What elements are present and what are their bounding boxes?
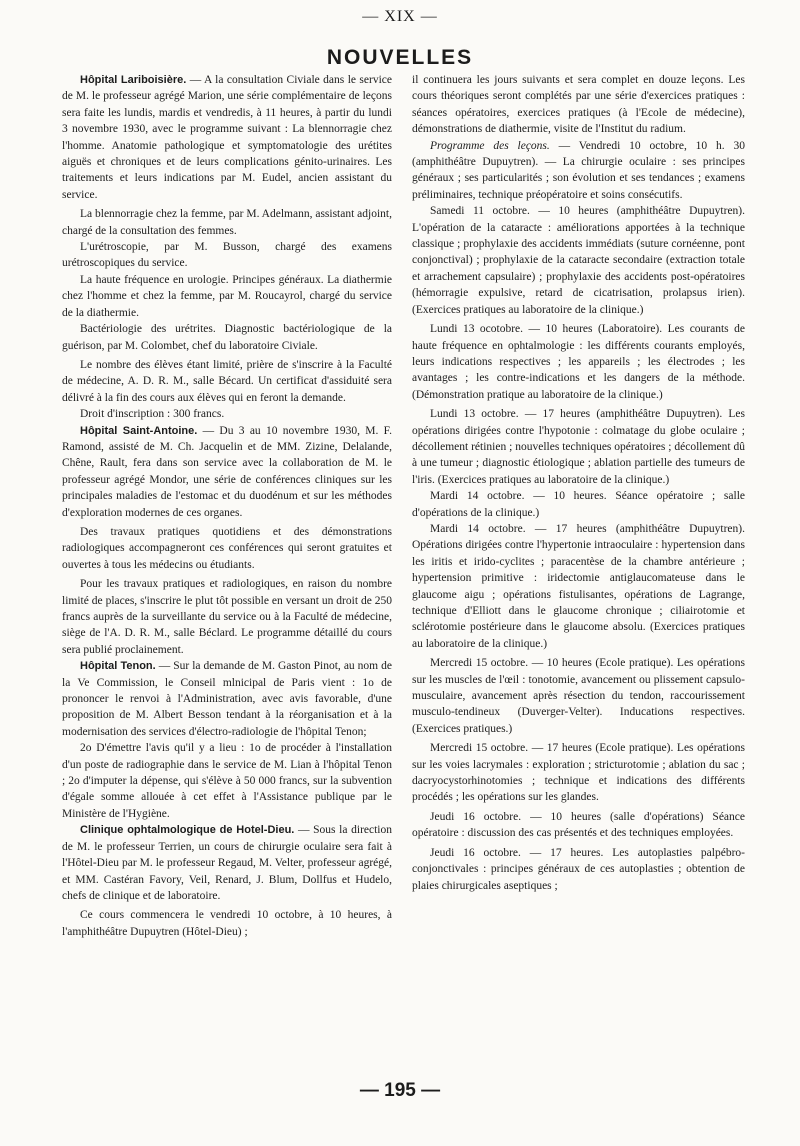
paragraph: il continuera les jours suivants et sera complet en douze leçons. Les cours théoriques seront complétés par une série d'exercices pratiques : séances opératoires, exercices pratiques (à l'Ecole de médecine), démonstrations de diathermie, visite de l'Institut du radium. [412, 74, 745, 136]
page-roman-numeral: — XIX — [362, 8, 438, 25]
section-heading: Clinique ophtalmologique de Hotel-Dieu. [80, 824, 295, 837]
paragraph: Hôpital Saint-Antoine. — Du 3 au 10 novembre 1930, M. F. Ramond, assisté de M. Ch. Jacquelin et de MM. Zizine, Delalande, Chêne, Rault, fera dans son service avec la collaboration de M. le professeur agrégé Mondor, une série de conférences cliniques sur les principales maladies de l'estomac et du duodénum et sur les méthodes d'exploration modernes de ces organes. [62, 424, 392, 519]
paragraph: Hôpital Tenon. — Sur la demande de M. Gaston Pinot, au nom de la Ve Commission, le Conseil mlnicipal de Paris vient : 1o de prononcer le renvoi à l'Administration, avec avis favorable, d'une proposition de M. Albert Besson tendant à la réorganisation et à la modernisation des services d'électro-radiologie de l'hôpital Tenon; [62, 660, 392, 738]
paragraph: L'urétroscopie, par M. Busson, chargé des examens urétroscopiques du service. [62, 241, 392, 270]
right-column [412, 72, 745, 1072]
left-column [62, 72, 392, 1072]
paragraph: Lundi 13 ocotobre. — 10 heures (Laboratoire). Les courants de haute fréquence en ophtalmologie : les différents courants employés, leurs indications respectives ; les appareils ; les électrodes ; les avantages ; les contre-indications et les dangers de la méthode. (Démonstration pratique au laboratoire de la clinique.) [412, 323, 745, 401]
section-heading: Hôpital Saint-Antoine. [80, 424, 198, 437]
paragraph: 2o D'émettre l'avis qu'il y a lieu : 1o de procéder à l'installation d'un poste de radiographie dans le service de M. Lian à l'hôpital Tenon ; 2o d'imputer la dépense, qui s'élève à 50 000 francs, sur la subvention d'égale somme allouée à cet effet à l'Assistance publique par le Ministère de l'Hygiène. [62, 742, 392, 820]
paragraph: Pour les travaux pratiques et radiologiques, en raison du nombre limité de places, s'inscrire le plut tôt possible en versant un droit de 250 francs auprès de la surveillante du service ou à la Faculté de médecine, siège de l'A. D. R. M., salle Béclard. Le programme détaillé du cours sera publié proclainement. [62, 578, 392, 656]
paragraph: Jeudi 16 octobre. — 17 heures. Les autoplasties palpébro-conjonctivales : principes généraux de ces autoplasties ; obtention de plaies chirurgicales aseptiques ; [412, 846, 745, 892]
paragraph: Samedi 11 octobre. — 10 heures (amphithéâtre Dupuytren). L'opération de la cataracte : améliorations apportées à la technique classique ; prophylaxie des accidents immédiats (suture cornéenne, pont conjonctival) ; prophylaxie de la cataracte secondaire (extraction totale et arrachement capsulaire) ; prophylaxie des accidents post-opératoires (hémorragie expulsive, retard de cicatrisation, prolapsus irien). (Exercices pratiques au laboratoire de la clinique.) [412, 205, 745, 316]
paragraph: Ce cours commencera le vendredi 10 octobre, à 10 heures, à l'amphithéâtre Dupuytren (Hôtel-Dieu) ; [62, 909, 392, 938]
paragraph: Programme des leçons. — Vendredi 10 octobre, 10 h. 30 (amphithéâtre Dupuytren). — La chirurgie oculaire : ses principes généraux ; ses particularités ; son évolution et ses tendances ; examens préliminaires, technique préopératoire et soins consécutifs. [412, 139, 745, 201]
paragraph: Le nombre des élèves étant limité, prière de s'inscrire à la Faculté de médecine, A. D. R. M., salle Bécard. Un certificat d'assiduité sera délivré à la fin des cours aux élèves qui en feront la demande. [62, 358, 392, 404]
paragraph: Hôpital Lariboisière. — A la consultation Civiale dans le service de M. le professeur agrégé Marion, une série complémentaire de leçons sera faite les lundis, mardis et vendredis, à 11 heures, à partir du lundi 3 novembre 1930, avec le programme suivant : La blennorragie chez l'homme. Anatomie pathologique et symptomatologie des urétites aiguës et chroniques et de leurs complications génito-urinaires. Les traitements et leurs indications par M. Eudel, ancien assistant du service. [62, 74, 392, 201]
paragraph: La blennorragie chez la femme, par M. Adelmann, assistant adjoint, chargé de la consultation des femmes. [62, 208, 392, 237]
paragraph: Mercredi 15 octobre. — 10 heures (Ecole pratique). Les opérations sur les muscles de l'œil : tonotomie, avancement ou plissement capsulo-musculaire, avancement après résection du tendon, raccourissement musculo-tendineux (Duverger-Velter). Inducations respectives. (Exercices pratiques.) [412, 657, 745, 735]
paragraph: Mardi 14 octobre. — 10 heures. Séance opératoire ; salle d'opérations de la clinique.) [412, 490, 745, 519]
paragraph: Droit d'inscription : 300 francs. [80, 408, 225, 421]
section-heading: Hôpital Lariboisière. [80, 74, 187, 86]
paragraph: Bactériologie des urétrites. Diagnostic bactériologique de la guérison, par M. Colombet, chef du laboratoire Civiale. [62, 323, 392, 352]
paragraph: Mercredi 15 octobre. — 17 heures (Ecole pratique). Les opérations sur les voies lacrymales : exploration ; stricturotomie ; ablation du sac ; dacryocystorhinotomies ; technique et indications des différents procédés ; les opérations sur les glandes. [412, 742, 745, 804]
program-heading: Programme des leçons. [430, 139, 550, 152]
paragraph: Lundi 13 octobre. — 17 heures (amphithéâtre Dupuytren). Les opérations dirigées contre l'hypotonie : colmatage du globe oculaire ; décollement rétinien ; nouvelles techniques opératoires ; décollement dû à une tumeur ; diagnostic étiologique ; ablation partielle des tumeurs de l'iris. (Exercices pratiques au laboratoire de la clinique.) [412, 408, 745, 486]
page-number: — 195 — [359, 1080, 441, 1101]
paragraph: Des travaux pratiques quotidiens et des démonstrations radiologiques accompagneront ces conférences qui seront gratuites et ouvertes à tous les médecins ou étudiants. [62, 525, 392, 571]
page-title: NOUVELLES [326, 46, 474, 69]
paragraph: Clinique ophtalmologique de Hotel-Dieu. — Sous la direction de M. le professeur Terrien, un cours de chirurgie oculaire sera fait à l'Hôtel-Dieu par M. le professeur Regaud, M. Velter, professeur agrégé, et MM. Castéran Favory, Veil, Renard, J. Blum, Dollfus et Hudelo, chefs de clinique et de laboratoire. [62, 824, 392, 902]
section-heading: Hôpital Tenon. [80, 660, 156, 673]
paragraph: Jeudi 16 octobre. — 10 heures (salle d'opérations) Séance opératoire : discussion des cas présentés et des techniques employées. [412, 810, 745, 840]
paragraph: La haute fréquence en urologie. Principes généraux. La diathermie chez l'homme et chez la femme, par M. Roucayrol, chargé du service de la diathermie. [62, 273, 392, 319]
paragraph: Mardi 14 octobre. — 17 heures (amphithéâtre Dupuytren). Opérations dirigées contre l'hypertonie intraoculaire : hypertension dans les iritis et irido-cyclites ; paracentèse de la chambre antérieure ; hypertension primitive : iridectomie antiglaucomateuse dans le glaucome aigu ; opérations fistulisantes, opérations de Lagrange, technique d'Elliott dans le glaucome chronique ; ciliairotomie et sclérotomie postérieure dans le glaucome absolu. (Exercices pratiques au laboratoire de la clinique.) [412, 522, 745, 650]
